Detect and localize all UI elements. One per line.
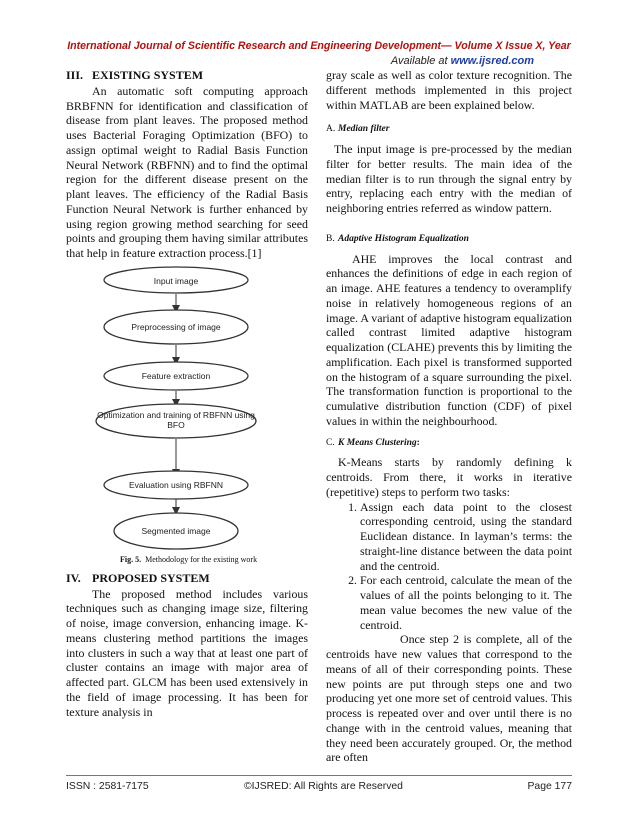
subsection-title: Median filter [338, 124, 390, 135]
subsection-number: A. [326, 124, 336, 135]
section-title: PROPOSED SYSTEM [92, 570, 210, 585]
section-number: IV. [66, 570, 81, 585]
methodology-figure [66, 275, 308, 567]
section-number: III. [66, 68, 84, 82]
section-iv-heading [66, 571, 308, 586]
flow-label: Feature extraction [141, 370, 211, 381]
footer-rights: ©IJSRED: All Rights are Reserved [244, 781, 403, 792]
proposed-system-paragraph: The proposed method includes various techniques such as changing image size, filtering of noise, image conversion, enhancing image. K-means clustering method partitions the images into clusters in such a way that at least one part of cluster contains an image with major area of affected part. GLCM has been used extensively in the field of image processing. It has been for texture analysis in [66, 586, 308, 719]
figure-label: Fig. 5. [120, 554, 142, 564]
subsection-number: C. [326, 437, 335, 448]
journal-url[interactable]: www.ijsred.com [450, 55, 534, 67]
list-item: 2. For each centroid, calculate the mean of the values of all the points belonging to it. The mean value becomes the new value of the centroid. [360, 573, 572, 632]
footer-page-number: Page 177 [527, 781, 572, 792]
ahe-paragraph: AHE improves the local contrast and enhances the definitions of edge in each region of an image. AHE features a tendency to overamplify noise in relatively homogeneous regions of an image. A variant of adaptive histogram equalization called contrast limited adaptive histogram equalization (CLAHE) prevents this by limiting the amplification. Each pixel is transformed supported on the histogram of a square surrounding the pixel. The transformation function is proportional to the cumulative distribution function (CDF) of pixel values in within the neighbourhood. [326, 251, 572, 428]
subsection-colon: : [416, 437, 420, 448]
left-column [66, 68, 308, 719]
methods-intro-paragraph: gray scale as well as color texture recognition. The different methods implemented in this project within MATLAB are been explained below. [326, 68, 572, 112]
list-item: 1. Assign each data point to the closest corresponding centroid, using the standard Euclidean distance. In layman’s terms: the straight-line distance between the data point and the centroid. [360, 500, 572, 574]
subsection-title: Adaptive Histogram Equalization [338, 233, 469, 244]
section-title: EXISTING SYSTEM [92, 68, 204, 82]
availability-line [391, 55, 534, 67]
kmeans-steps-list [326, 500, 572, 633]
flowchart-diagram [66, 275, 308, 567]
footer-issn: ISSN : 2581-7175 [66, 781, 149, 792]
subsection-a-heading [326, 122, 572, 137]
section-iii-heading [66, 68, 308, 83]
subsection-title: K Means Clustering [338, 437, 417, 448]
journal-header: International Journal of Scientific Research and Engineering Development— Volume X Issue X, Year [67, 40, 571, 52]
kmeans-paragraph: K-Means starts by randomly defining k centroids. From there, it works in iterative (repetitive) steps to perform two tasks: [326, 455, 572, 499]
footer-rule [66, 775, 572, 776]
subsection-c-heading [326, 436, 572, 451]
subsection-number: B. [326, 233, 335, 244]
figure-caption-text: Methodology for the existing work [145, 554, 258, 564]
available-prefix: Available at [390, 55, 451, 67]
flow-label: BFO [167, 419, 185, 430]
flow-label: Preprocessing of image [131, 321, 221, 332]
subsection-b-heading [326, 232, 572, 247]
figure-caption [120, 553, 257, 568]
flow-label: Optimization and training of RBFNN using [97, 409, 255, 420]
existing-system-paragraph: An automatic soft computing approach BRBFNN for identification and classification of disease from plant leaves. The proposed method uses Bacterial Foraging Optimization (BFO) to assign optimal weight to Radial Basis Function Neural Network (RBFNN) and to find the optimal region for the different disease present on the plant leaves. The efficiency of the Radial Basis Function Neural Network is further enhanced by using region growing method searching for seed points and grouping them having similar attributes that help in feature extraction process.[1] [66, 83, 308, 260]
right-column [326, 68, 572, 765]
median-filter-paragraph: The input image is pre-processed by the median filter for better results. The main idea of the median filter is to run through the signal entry by entry, replacing each entry with the median of neighboring entries referred as window pattern. [326, 142, 572, 215]
flow-label: Input image [153, 275, 199, 286]
kmeans-iteration-paragraph: Once step 2 is complete, all of the centroids have new values that correspond to the means of all of their corresponding points. These new points are put through steps one and two producing yet one more set of centroid values. This process is repeated over and over until there is no change with in the centroid values, meaning that they need been accurately grouped. Or, the method are often [326, 632, 572, 765]
flow-label: Segmented image [141, 525, 211, 536]
flow-label: Evaluation using RBFNN [128, 479, 224, 490]
